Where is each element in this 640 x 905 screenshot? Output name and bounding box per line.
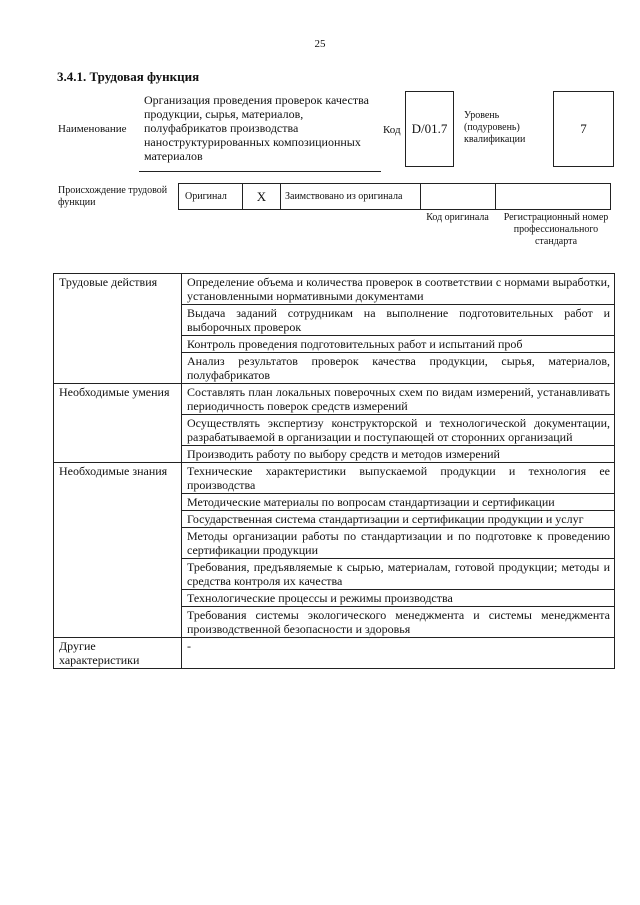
origin-reg-caption: Регистрационный номер профессионального стандарта — [503, 212, 609, 247]
row-item: Технологические процессы и режимы производства — [182, 590, 615, 607]
row-heading: Необходимые умения — [54, 384, 182, 463]
origin-code-cell — [421, 184, 496, 209]
origin-mark: X — [243, 184, 281, 209]
origin-code-caption: Код оригинала — [426, 212, 489, 223]
row-item: Методические материалы по вопросам стандартизации и сертификации — [182, 494, 615, 511]
row-item: Требования, предъявляемые к сырью, материалам, готовой продукции; методы и средства контроля их качества — [182, 559, 615, 590]
row-item: Технические характеристики выпускаемой продукции и технология ее производства — [182, 463, 615, 494]
table-row — [54, 638, 615, 669]
row-heading: Необходимые знания — [54, 463, 182, 638]
origin-original: Оригинал — [179, 184, 243, 209]
row-item: Осуществлять экспертизу конструкторской и технологической документации, разрабатываемой в организации и поступающей от сторонних организаций — [182, 415, 615, 446]
function-table — [53, 273, 615, 669]
table-row — [54, 384, 615, 415]
row-item: Определение объема и количества проверок в соответствии с нормами выработки, установленными нормативными документами — [182, 274, 615, 305]
code-label: Код — [383, 124, 401, 136]
qualification-level: 7 — [553, 91, 614, 167]
row-item: Государственная система стандартизации и сертификации продукции и услуг — [182, 511, 615, 528]
table-row — [54, 274, 615, 305]
row-item: Требования системы экологического менеджмента и системы менеджмента производственной безопасности и здоровья — [182, 607, 615, 638]
function-name: Организация проведения проверок качества продукции, сырья, материалов, полуфабрикатов производства наноструктурированных композиционных материалов — [139, 91, 381, 172]
row-item: Методы организации работы по стандартизации и по подготовке к проведению сертификации продукции — [182, 528, 615, 559]
origin-reg-cell — [496, 184, 610, 209]
row-item: Контроль проведения подготовительных работ и испытаний проб — [182, 336, 615, 353]
row-heading: Трудовые действия — [54, 274, 182, 384]
level-label: Уровень (подуровень) квалификации — [464, 110, 526, 145]
row-heading: Другие характеристики — [54, 638, 182, 669]
row-item: Анализ результатов проверок качества продукции, сырья, материалов, полуфабрикатов — [182, 353, 615, 384]
row-item: Составлять план локальных поверочных схем по видам измерений, устанавливать периодичность поверок средств измерений — [182, 384, 615, 415]
row-item: Выдача заданий сотрудникам на выполнение подготовительных работ и выборочных проверок — [182, 305, 615, 336]
page-number: 25 — [314, 38, 326, 50]
section-title: 3.4.1. Трудовая функция — [57, 69, 200, 84]
function-code: D/01.7 — [405, 91, 454, 167]
origin-label: Происхождение трудовой функции — [58, 185, 168, 208]
table-row — [54, 463, 615, 494]
row-item: Производить работу по выбору средств и методов измерений — [182, 446, 615, 463]
origin-row — [178, 183, 611, 210]
row-item: - — [182, 638, 615, 669]
origin-borrowed: Заимствовано из оригинала — [281, 184, 421, 209]
name-label: Наименование — [58, 123, 127, 135]
